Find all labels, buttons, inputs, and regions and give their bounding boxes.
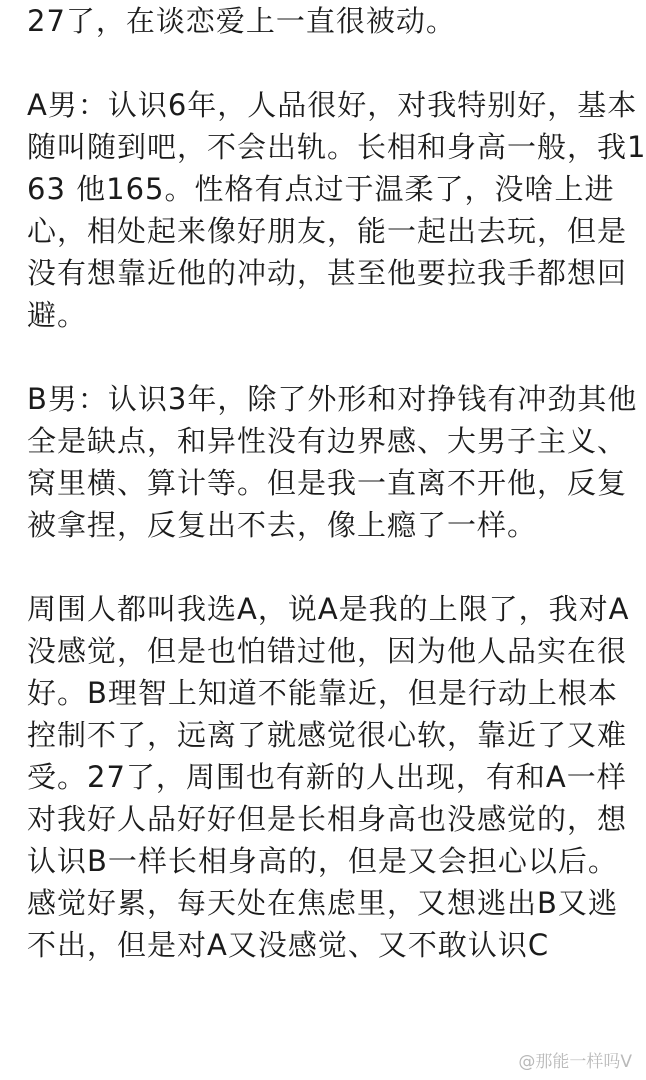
text-line: 控制不了，远离了就感觉很心软，靠近了又难	[27, 718, 628, 752]
text-line: 认识B一样长相身高的，但是又会担心以后。	[27, 844, 618, 878]
text-line: 不出，但是对A又没感觉、又不敢认识C	[27, 928, 550, 962]
text-line: 避。	[27, 298, 88, 332]
text-line: 心，相处起来像好朋友，能一起出去玩，但是	[27, 214, 628, 248]
text-line: 全是缺点，和异性没有边界感、大男子主义、	[27, 424, 628, 458]
text-line: B男：认识3年，除了外形和对挣钱有冲劲其他	[27, 382, 638, 416]
text-line: 感觉好累，每天处在焦虑里，又想逃出B又逃	[27, 886, 618, 920]
text-line: 没感觉，但是也怕错过他，因为他人品实在很	[27, 634, 628, 668]
text-line: A男：认识6年，人品很好，对我特别好，基本	[27, 88, 638, 122]
text-line: 随叫随到吧，不会出轨。长相和身高一般，我1	[27, 130, 646, 164]
text-line: 没有想靠近他的冲动，甚至他要拉我手都想回	[27, 256, 628, 290]
text-line: 窝里横、算计等。但是我一直离不开他，反复	[27, 466, 628, 500]
text-line: 好。B理智上知道不能靠近，但是行动上根本	[27, 676, 618, 710]
text-line: 63 他165。性格有点过于温柔了，没啥上进	[27, 172, 615, 206]
text-line: 27了，在谈恋爱上一直很被动。	[27, 4, 456, 38]
post-body	[27, 0, 646, 966]
watermark-text: @那能一样吗V	[514, 1050, 632, 1074]
a-man-paragraph	[27, 84, 646, 336]
paragraph-gap	[27, 546, 627, 588]
text-line: 被拿捏，反复出不去，像上瘾了一样。	[27, 508, 538, 542]
text-line: 周围人都叫我选A，说A是我的上限了，我对A	[27, 592, 630, 626]
text-line: 对我好人品好好但是长相身高也没感觉的，想	[27, 802, 628, 836]
paragraph-gap	[27, 336, 627, 378]
text-line: 受。27了，周围也有新的人出现，有和A一样	[27, 760, 627, 794]
paragraph-gap	[27, 42, 627, 84]
b-man-paragraph	[27, 378, 638, 546]
dilemma-paragraph	[27, 588, 630, 966]
intro-paragraph	[27, 0, 627, 42]
